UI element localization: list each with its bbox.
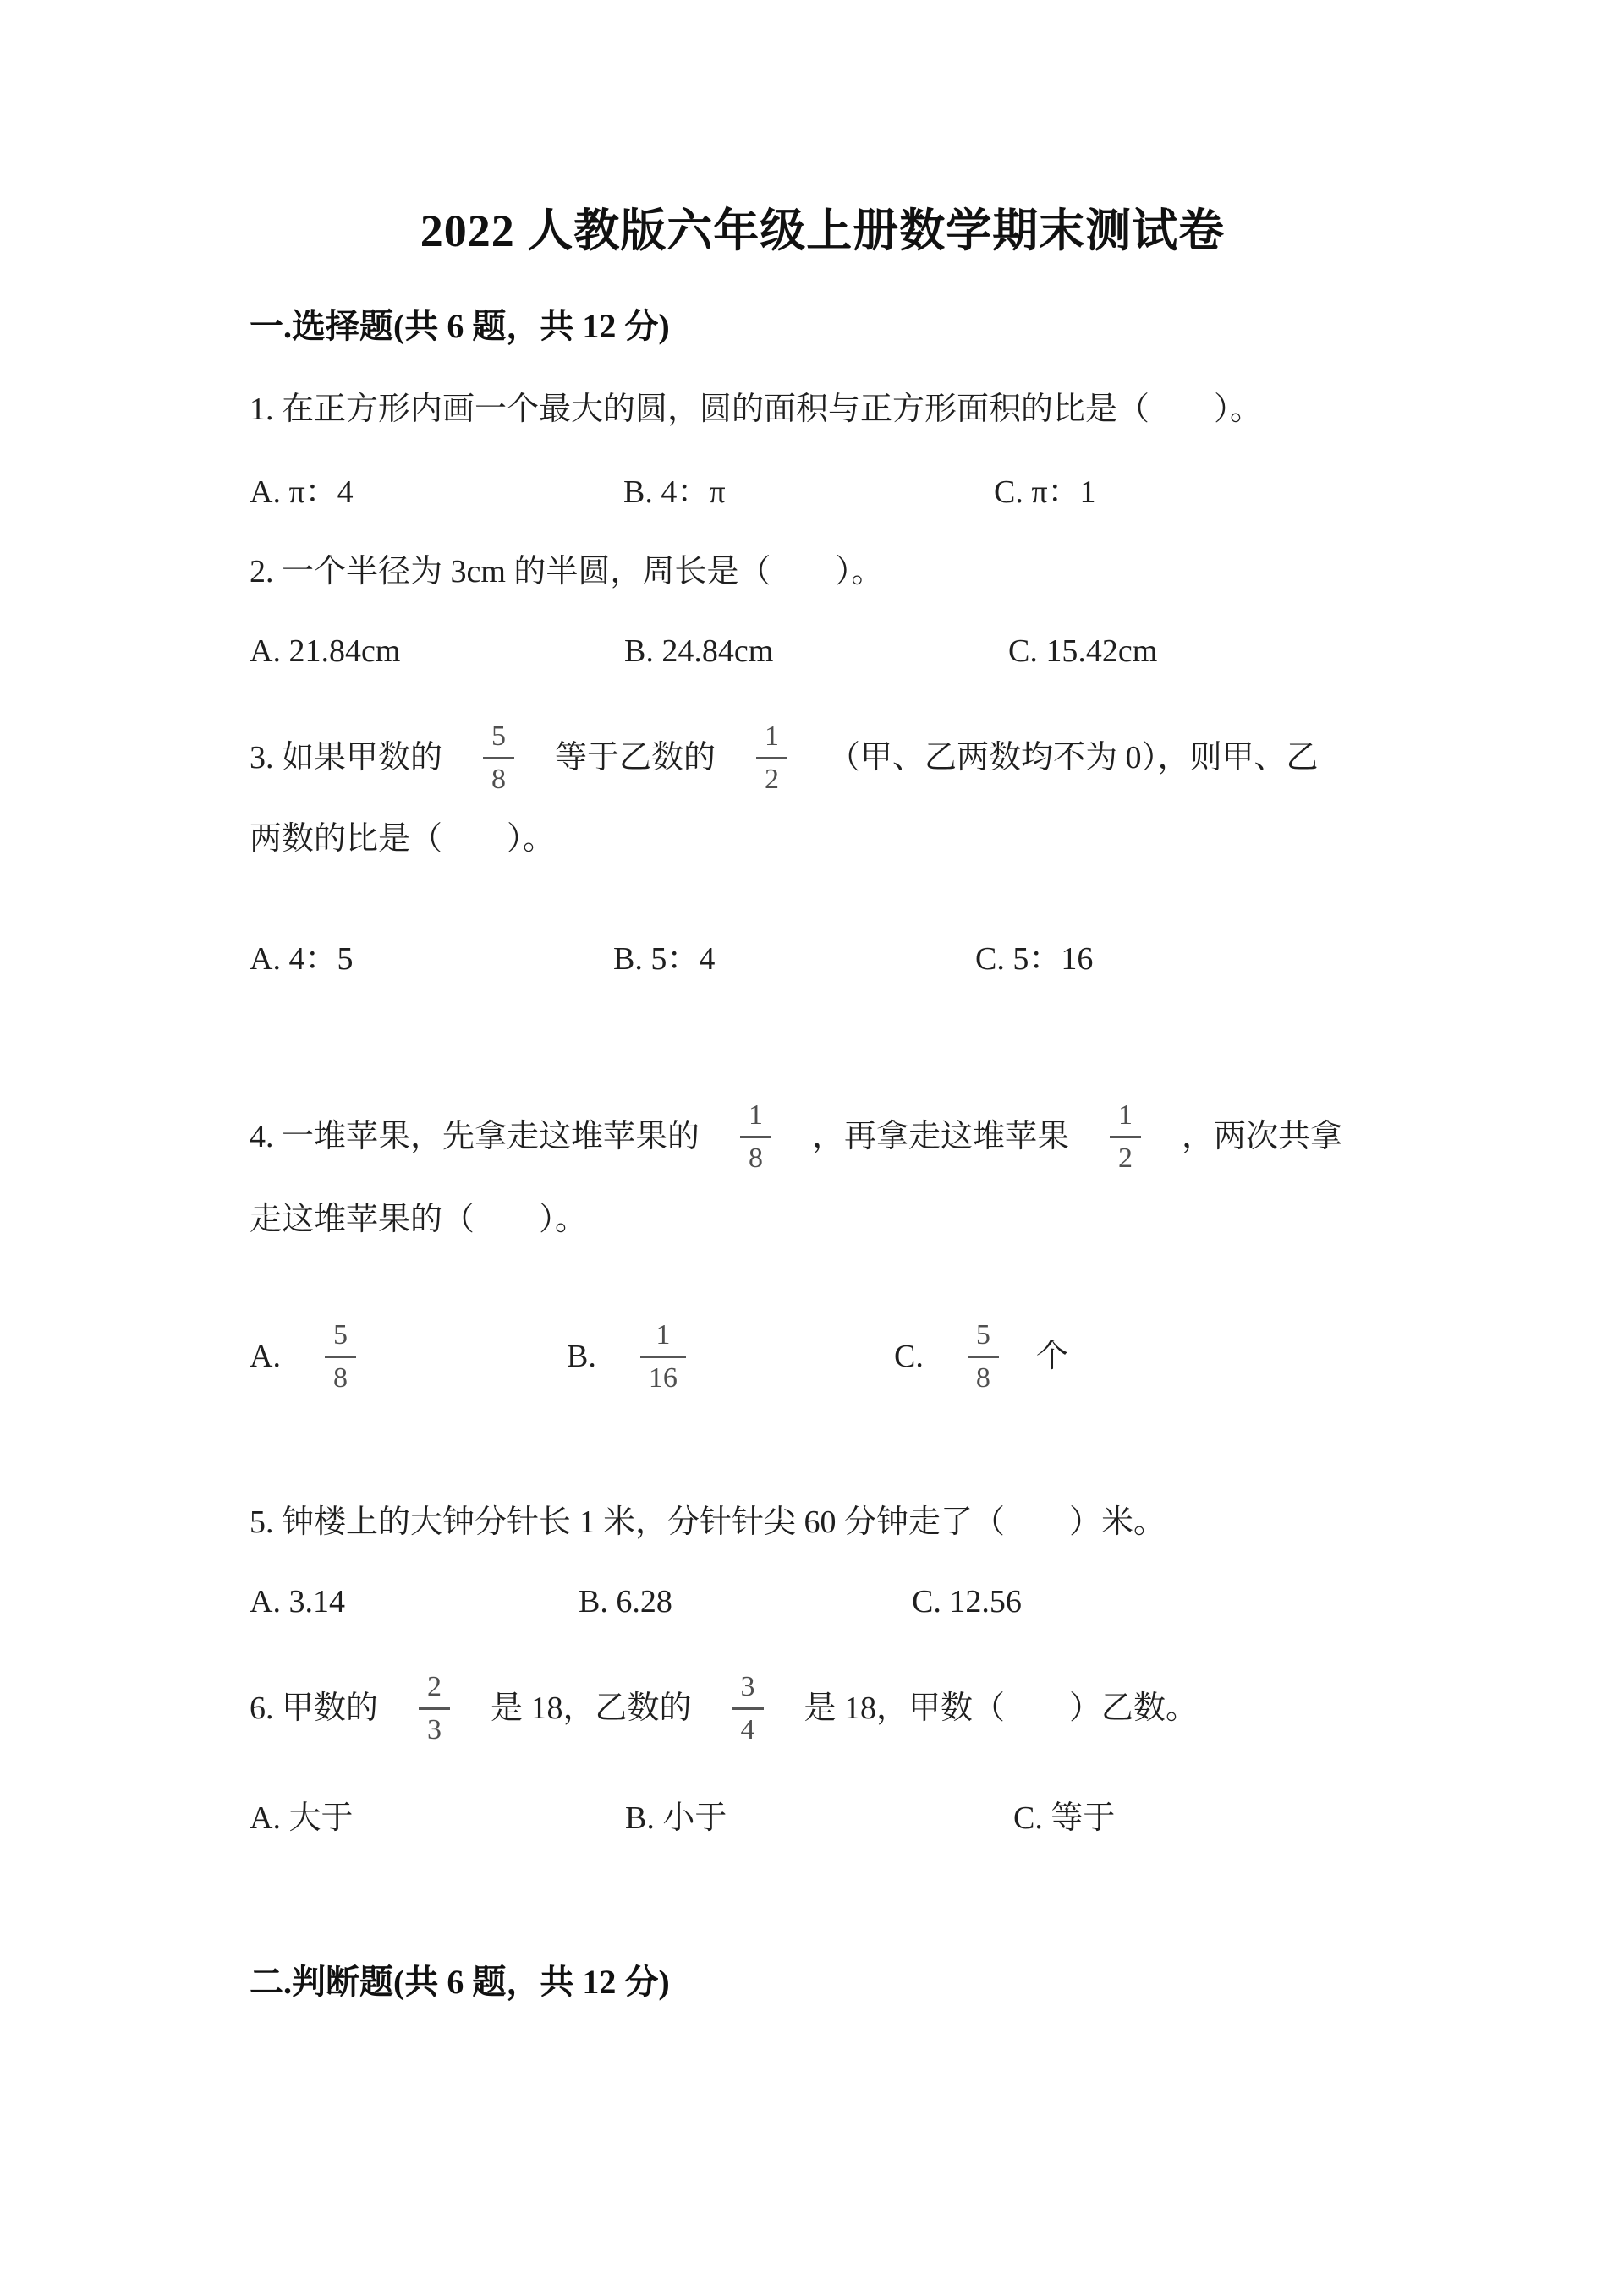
question-5-options xyxy=(250,1581,1396,1622)
question-2-option-a: A. 21.84cm xyxy=(250,633,401,669)
question-6-option-c: C. 等于 xyxy=(1013,1800,1116,1836)
question-4-option-b xyxy=(567,1318,894,1395)
question-4-options xyxy=(250,1309,1396,1404)
question-2-option-b: B. 24.84cm xyxy=(624,633,774,669)
question-3-text-part: 等于乙数的 xyxy=(555,740,716,775)
fraction-1-8: $\frac{1}{8}$ xyxy=(740,1099,771,1175)
question-1-option-b: B. 4：π xyxy=(623,474,726,510)
question-6-options xyxy=(250,1798,1396,1838)
question-5-option-b: B. 6.28 xyxy=(579,1584,672,1619)
question-5-option-c: C. 12.56 xyxy=(912,1584,1022,1619)
section-choice-heading: 一.选择题(共 6 题，共 12 分) xyxy=(250,307,670,345)
fraction-5-8: $\frac{5}{8}$ xyxy=(968,1318,999,1395)
section-judge-heading: 二.判断题(共 6 题，共 12 分) xyxy=(250,1963,670,2001)
question-6-text-part: 6. 甲数的 xyxy=(250,1690,379,1726)
fraction-5-8: $\frac{5}{8}$ xyxy=(325,1318,356,1395)
question-3-text-line-2: 两数的比是（ ）。 xyxy=(250,821,556,857)
question-4-text-part: 4. 一堆苹果，先拿走这堆苹果的 xyxy=(250,1119,700,1154)
fraction-1-2: $\frac{1}{2}$ xyxy=(1110,1099,1141,1175)
fraction-1-2: $\frac{1}{2}$ xyxy=(756,720,787,797)
question-1-option-a: A. π：4 xyxy=(250,474,354,510)
question-1-text: 1. 在正方形内画一个最大的圆，圆的面积与正方形面积的比是（ ）。 xyxy=(250,392,1263,427)
question-6-text-part: 是 18，乙数的 xyxy=(491,1690,692,1726)
fraction-1-16: $\frac{1}{16}$ xyxy=(640,1318,686,1395)
question-5-option-a: A. 3.14 xyxy=(250,1584,345,1619)
page-title: 2022 人教版六年级上册数学期末测试卷 xyxy=(420,205,1226,256)
option-label: B. xyxy=(567,1339,596,1374)
question-4-text-line-1 xyxy=(250,1089,1396,1184)
question-3-text-part: 3. 如果甲数的 xyxy=(250,740,443,775)
question-3-options xyxy=(250,939,1396,979)
fraction-3-4: $\frac{3}{4}$ xyxy=(732,1670,764,1747)
option-label: C. xyxy=(894,1339,924,1374)
question-6-text-part: 是 18，甲数（ ）乙数。 xyxy=(804,1690,1199,1726)
question-3-option-a: A. 4：5 xyxy=(250,941,354,977)
question-2-options xyxy=(250,631,1396,671)
question-4-text-part: ，两次共拿 xyxy=(1182,1119,1343,1154)
question-2-text: 2. 一个半径为 3cm 的半圆，周长是（ ）。 xyxy=(250,554,884,589)
question-3-option-b: B. 5：4 xyxy=(613,941,716,977)
question-4-option-a xyxy=(250,1318,567,1395)
fraction-5-8: $\frac{5}{8}$ xyxy=(483,720,514,797)
question-4-option-c xyxy=(894,1318,1396,1395)
question-3-option-c: C. 5：16 xyxy=(975,941,1094,977)
question-4-text-line-2: 走这堆苹果的（ ）。 xyxy=(250,1202,588,1237)
question-1-option-c: C. π：1 xyxy=(994,474,1096,510)
fraction-2-3: $\frac{2}{3}$ xyxy=(419,1670,450,1747)
question-3-text-line-1 xyxy=(250,710,1396,805)
question-5-text: 5. 钟楼上的大钟分针长 1 米，分针针尖 60 分钟走了（ ）米。 xyxy=(250,1504,1166,1540)
question-6-option-a: A. 大于 xyxy=(250,1800,354,1836)
question-3-text-part: （甲、乙两数均不为 0），则甲、乙 xyxy=(828,740,1319,775)
question-1-options xyxy=(250,472,1396,512)
option-label: A. xyxy=(250,1339,281,1374)
question-6-option-b: B. 小于 xyxy=(625,1800,727,1836)
option-suffix: 个 xyxy=(1035,1339,1068,1374)
question-2-option-c: C. 15.42cm xyxy=(1008,633,1158,669)
question-4-text-part: ，再拿走这堆苹果 xyxy=(812,1119,1070,1154)
question-6-text-line-1 xyxy=(250,1661,1396,1756)
